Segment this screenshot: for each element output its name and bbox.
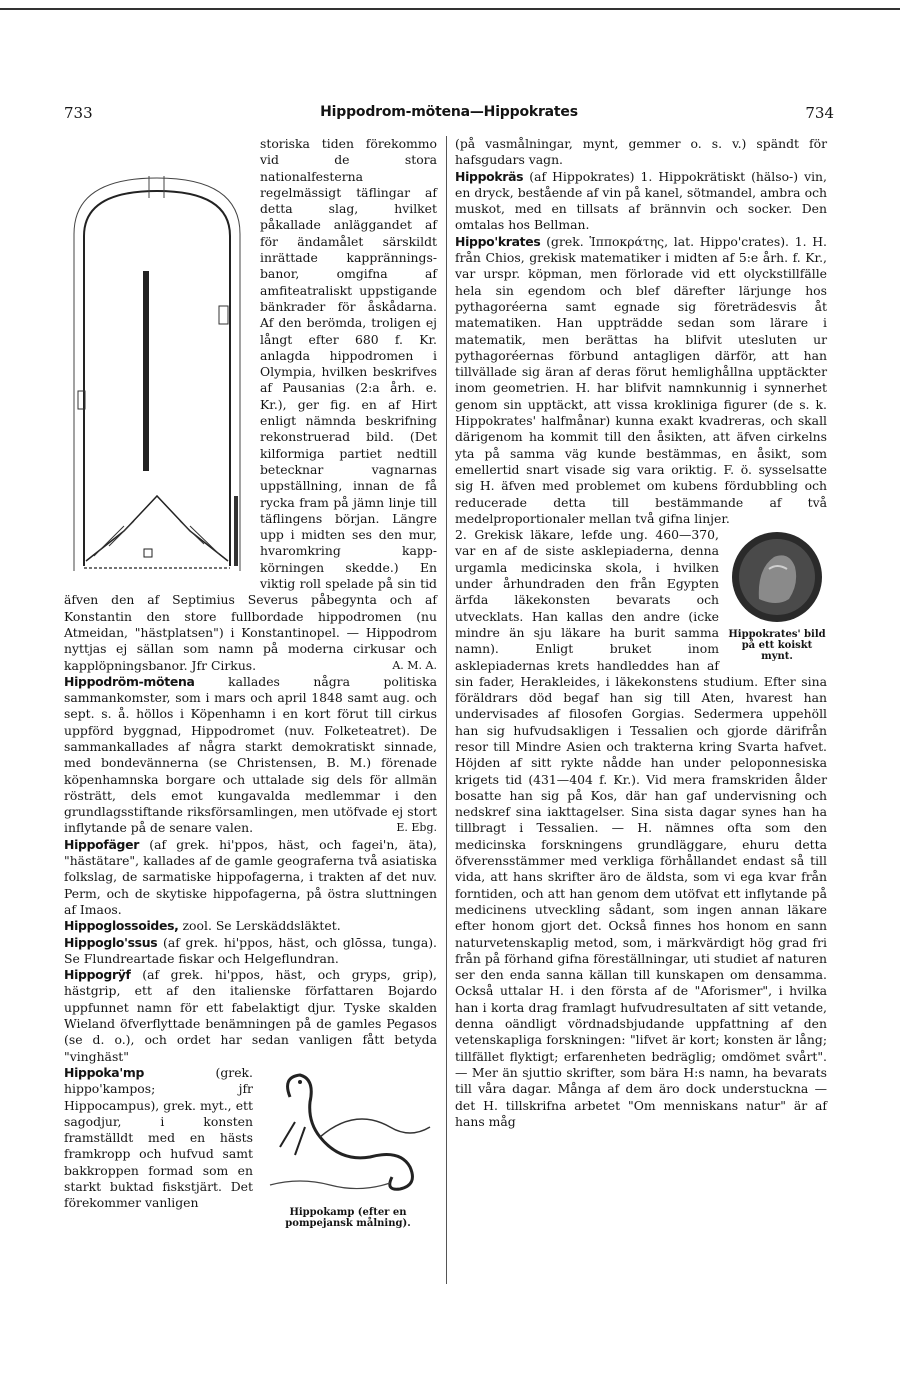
hippocamp-caption: Hippokamp (efter en pompejansk målning). xyxy=(285,1207,411,1230)
headword-hippokrates: Hippo'krates xyxy=(455,233,541,249)
coin-portrait-drawing xyxy=(729,529,825,625)
page-header xyxy=(64,104,834,124)
page-number-left: 733 xyxy=(64,104,93,122)
right-para-2: (af Hippokrates) 1. Hippokrätiskt (hälso-) vin, en dryck, bestående af vin på kanel, sötmandel, ambra och muskot, med en tillsats af brännvin och socker. Den omtalas hos Bellman. xyxy=(455,168,827,233)
left-para-4: zool. Se Lerskäddsläktet. xyxy=(182,918,341,934)
left-para-7: (grek. hippo'kampos; jfr Hippocampus), grek. myt., ett sagodjur, i konsten framställdt med en hästs framkropp och hufvud samt bakkroppen formad som en starkt buktad fiskstjärt. Det förekommer vanligen xyxy=(64,1064,253,1211)
headword-hippoglossus: Hippoglo'ssus xyxy=(64,934,158,950)
scan-edge-line xyxy=(0,8,900,10)
running-title: Hippodrom-mötena—Hippokrates xyxy=(320,104,578,120)
headword-hippokamp: Hippoka'mp xyxy=(64,1064,145,1080)
headword-hippogryf: Hippogrÿf xyxy=(64,967,131,983)
right-para-1: (på vasmålningar, mynt, gemmer o. s. v.) spändt för hafsgudars vagn. xyxy=(455,136,827,168)
signature-eebg: E. Ebg. xyxy=(396,821,437,835)
signature-ama: A. M. A. xyxy=(392,658,437,672)
coin-caption: Hippokrates' bild på ett koiskt mynt. xyxy=(728,629,826,663)
left-para-3: (af grek. hi'ppos, häst, och fagei'n, äta), "hästätare", kallades af de gamle geograferna två asiatiska folkslag, de sarmatiske hippofagerna, i trakten af det nuv. Perm, och de skytiske hippofagerna, på östra sluttningen af Imaos. xyxy=(64,836,437,917)
headword-hippofager: Hippofäger xyxy=(64,836,140,852)
headword-hippokras: Hippokräs xyxy=(455,168,524,184)
hippocamp-figure xyxy=(259,1067,437,1231)
left-para-6: (af grek. hi'ppos, häst, och gryps, grip), hästgrip, ett af den italienske författaren Bojardo uppfunnet namn för ett fabelaktigt djur. Tyske skalden Wieland öfverflyttade benämningen på de gamles Pegasos (se d. o.), och ordet har sedan vanligen fått betyda "vinghäst" xyxy=(64,967,437,1064)
left-para-2: kallades några politiska sammankomster, som i mars och april 1848 samt aug. och sept. s. å. höllos i Köpenhamn i en kort förut till cirkus uppförd byggnad, Hippodromet (nuv. Folketeatret). De sammankallades af några starkt demokratiskt sinnade, med bondevännerna (se Christensen, B. M.) förenade köpenhamnska borgare och uttalade sig dels för allmän rösträtt, dels emot kungavalda medlemmar i den grundlagsstiftande riksförsamlingen, men utöfvade ej stort inflytande på de senare valen. xyxy=(64,673,437,836)
column-divider xyxy=(446,136,447,1284)
left-para-5: (af grek. hi'ppos, häst, och glōssa, tunga). Se Flundreartade fiskar och Helgeflundran. xyxy=(64,934,437,966)
hippodrome-plan-drawing xyxy=(64,136,250,576)
hippocamp-drawing xyxy=(260,1067,436,1203)
left-para-1: storiska tiden förekommo vid de stora nationalfesterna regelmässigt täflingar af detta slag, hvilket påkallade anläggandet af för ändamålet särskildt inrättade kappränningsbanor, omgifna af amfiteatraliskt uppstigande bänkrader för åskådarna. Af den berömda, troligen ej långt efter 680 f. Kr. anlagda hippodromen i Olympia, hvilken beskrifves af Pausanias (2:a årh. e. Kr.), ger fig. en af Hirt enligt nämnda beskrifning rekonstruerad bild. (Det kilformiga partiet nedtill betecknar vagnarnas uppställning, innan de få rycka fram på jämn linje till täflingens början. Längre upp i midten ses den mur, hvaromkring kappkörningen skedde.) En viktig roll spelade på sin tid äfven den af Septimius Severus påbegynta och af Konstantin den store fullbordade hippodromen (nu Atmeidan, "hästplatsen") i Konstantinopel. — Hippodrom nyttjas ej sällan som namn på moderna cirkusar och kapplöpningsbanor. Jfr Cirkus. xyxy=(64,136,437,673)
headword-hippoglossoides: Hippoglossoides, xyxy=(64,918,179,934)
right-para-3: (grek. Ἱπποκράτης, lat. Hippo'crates). 1. H. från Chios, grekisk matematiker i midten af 5:e årh. f. Kr., var urspr. köpman, men förlorade vid ett olyckstillfälle hela sin egendom och blef därefter lärjunge hos pythagoréerna samt egnade sig företrädesvis åt matematiken. Han uppträdde sedan som lärare i matematik, men berättas ha blifvit utesluten ur pythagoréernas förbund antagligen därför, att han tillvällade sig äran af deras förut hemlighållna upptäckter inom geometrien. H. har blifvit namnkunnig i synnerhet genom sin upptäckt, att vissa krokliniga figurer (de s. k. Hippokrates' halfmånar) kunna exakt kvadreras, och skall därigenom ha kommit till den åsikten, att äfven cirkelns yta på samma väg kunde bestämmas, en åsikt, som emellertid snart visade sig vara oriktig. F. ö. sysselsatte sig H. äfven med problemet om kubens fördubbling och reducerade detta till bestämmande af två medelproportionaler mellan två gifna linjer. xyxy=(455,233,827,526)
right-para-4: 2. Grekisk läkare, lefde ung. 460—370, var en af de siste asklepiaderna, denna urgamla medicinska skola, i hvilken under århundraden den från Egypten ärfda läkekonsten bevarats och utvecklats. Han kallas den andre (icke mindre än sju läkare ha burit samma namn). Enligt bruket inom asklepiadernas krets handleddes han af sin fader, Herakleides, i läkekonstens studium. Efter sina föräldrars död begaf han sig till Aten, hvarest han undervisades af filosofen Gorgias. Sedermera uppehöll han sig hufvudsakligen i Tessalien och gjorde därifrån resor till Mindre Asien och trakterna kring Svarta hafvet. Höjden af sitt rykte nådde han under peloponnesiska krigets tid (431—404 f. Kr.). Vid mera framskriden ålder bosatte han sig på Kos, där han gaf undervisning och nedskref sina iakttagelser. Sina sista dagar synes han ha tillbragt i Tessalien. — H. nämnes ofta som den medicinska forskningens grundläggare, ehuru detta öfverensstämmer med verkliga förhållandet endast så till vida, att hans skrifter äro de äldsta, som vi ega kvar från forntiden, och att han genom dem utöfvat ett inflytande på medicinens utveckling sådant, som ingen annan läkare efter honom gjort det. Också finnes hos honom en sann naturvetenskaplig metod, som, i märkvärdigt hög grad fri från på förhand gifna föreställningar, uti studiet af naturen ser den enda sanna källan till kunskapen om densamma. Också uttalar H. i den första af de "Aforismer", i hvilka han i korta drag framlagt hufvudresultaten af sitt vetande, denna oändligt vördnadsbjudande uppfattning af den vetenskapliga forskningen: "lifvet är kort; konsten är lång; tillfället flyktigt; erfarenheten bedräglig; omdömet svårt". — Mer än sjuttio skrifter, som bära H:s namn, ha bevarats till våra dagar. Många af dem äro dock understuckna — det H. tillskrifna arbetet "Om menniskans natur" är af hans måg xyxy=(455,527,827,1129)
page-number-right: 734 xyxy=(805,104,834,122)
right-column xyxy=(455,136,827,1376)
hippodrome-plan-figure xyxy=(64,136,250,576)
coin-figure xyxy=(727,529,827,671)
left-column xyxy=(64,136,437,1376)
headword-hippodrom-motena: Hippodröm-mötena xyxy=(64,673,195,689)
